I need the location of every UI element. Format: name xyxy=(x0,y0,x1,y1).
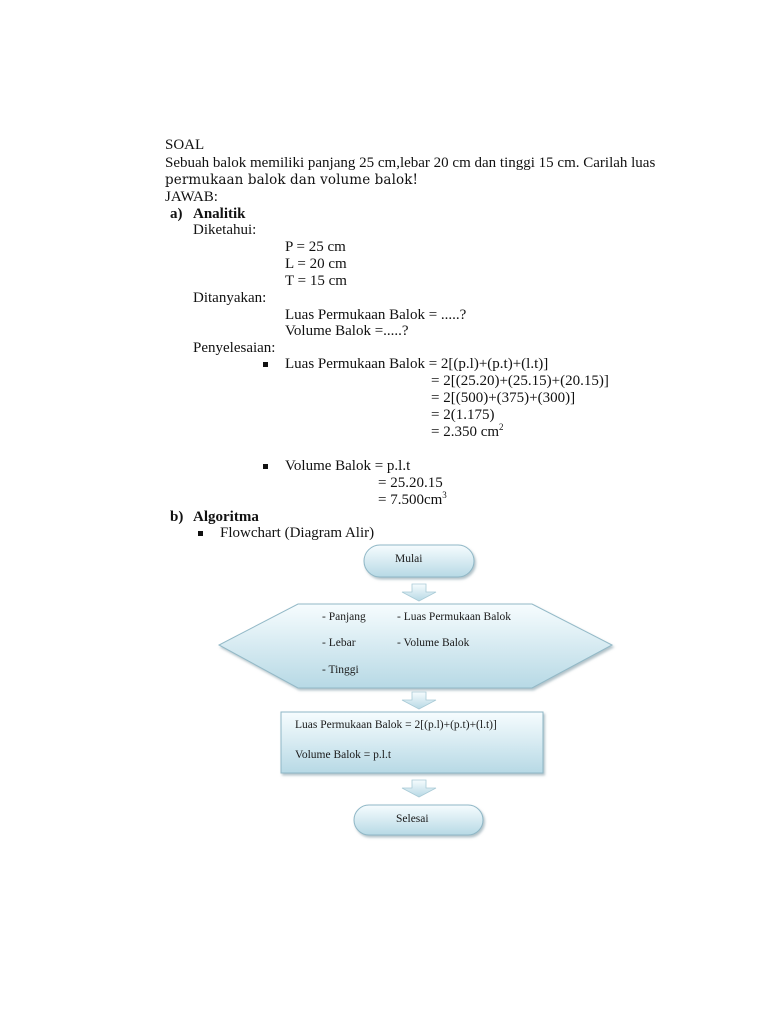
volume-step-1: = 25.20.15 xyxy=(378,475,443,491)
section-a-marker: a) xyxy=(170,206,183,222)
start-label: Mulai xyxy=(395,553,423,565)
diketahui-label: Diketahui: xyxy=(193,222,257,238)
io-output-volume: - Volume Balok xyxy=(397,637,470,649)
section-b-title: Algoritma xyxy=(193,509,259,525)
soal-text-line-2: permukaan balok dan volume balok! xyxy=(165,172,419,188)
given-panjang: P = 25 cm xyxy=(285,239,346,255)
volume-result-value: = 7.500cm xyxy=(378,492,443,508)
luas-step-3: = 2(1.175) xyxy=(431,407,495,423)
asked-volume: Volume Balok =.....? xyxy=(285,323,409,339)
io-input-panjang: - Panjang xyxy=(322,611,366,623)
luas-formula: Luas Permukaan Balok = 2[(p.l)+(p.t)+(l.t)] xyxy=(285,356,549,372)
penyelesaian-label: Penyelesaian: xyxy=(193,340,276,356)
flowchart-bullet-label: Flowchart (Diagram Alir) xyxy=(220,525,375,541)
io-input-tinggi: - Tinggi xyxy=(322,664,359,676)
luas-step-2: = 2[(500)+(375)+(300)] xyxy=(431,390,576,406)
jawab-heading: JAWAB: xyxy=(165,189,218,205)
given-tinggi: T = 15 cm xyxy=(285,273,347,289)
process-volume-formula: Volume Balok = p.l.t xyxy=(295,749,392,761)
process-luas-formula: Luas Permukaan Balok = 2[(p.l)+(p.t)+(l.t)] xyxy=(295,719,497,731)
io-input-lebar: - Lebar xyxy=(322,637,356,649)
soal-heading: SOAL xyxy=(165,137,205,153)
arrow-down-icon xyxy=(402,780,436,797)
luas-step-1: = 2[(25.20)+(25.15)+(20.15)] xyxy=(431,373,609,389)
given-lebar: L = 20 cm xyxy=(285,256,347,272)
asked-luas: Luas Permukaan Balok = .....? xyxy=(285,307,467,323)
luas-result-unit-exponent: 2 xyxy=(499,422,504,432)
arrow-down-icon xyxy=(402,692,436,709)
section-b-marker: b) xyxy=(170,509,184,525)
volume-formula: Volume Balok = p.l.t xyxy=(285,458,411,474)
end-label: Selesai xyxy=(396,813,429,825)
volume-result-unit-exponent: 3 xyxy=(442,490,447,500)
io-output-luas: - Luas Permukaan Balok xyxy=(397,611,512,623)
ditanyakan-label: Ditanyakan: xyxy=(193,290,267,306)
soal-text-line-1: Sebuah balok memiliki panjang 25 cm,lebar 20 cm dan tinggi 15 cm. Carilah luas xyxy=(165,155,656,171)
arrow-down-icon xyxy=(402,584,436,601)
section-a-title: Analitik xyxy=(193,206,246,222)
luas-result-value: = 2.350 cm xyxy=(431,424,500,440)
